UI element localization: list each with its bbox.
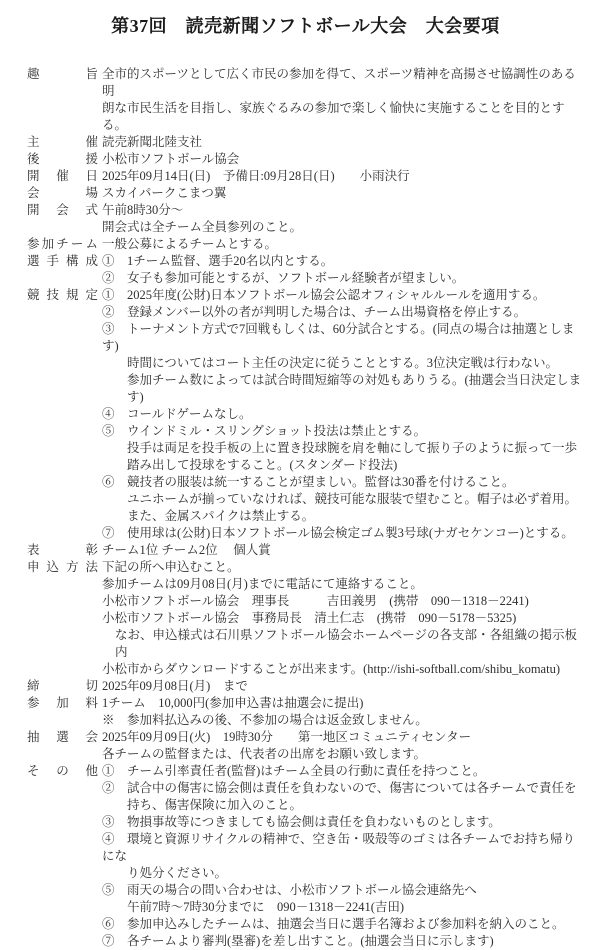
document-body xyxy=(27,66,584,950)
section-line: ② 登録メンバー以外の者が判明した場合は、チーム出場資格を停止する。 xyxy=(102,305,527,319)
section-line: 投手は両足を投手板の上に置き投球腕を肩を軸にして振り子のように振って一歩 xyxy=(127,441,578,455)
section-label: 申 込 方 法 xyxy=(27,560,98,574)
section-content xyxy=(102,542,584,559)
section-line: また、金属スパイクは禁止する。 xyxy=(127,509,315,523)
section-line: ③ 物損事故等につきましても協会側は責任を負わないものとします。 xyxy=(102,815,501,829)
section-row xyxy=(27,287,584,542)
section-line: ① 1チーム監督、選手20名以内とする。 xyxy=(102,254,334,268)
section-label: 参 加 料 xyxy=(27,696,98,710)
section-row xyxy=(27,678,584,695)
section-line: ⑥ 競技者の服装は統一することが望ましい。監督は30番を付けること。 xyxy=(102,475,515,489)
section-line: 小松市ソフトボール協会 xyxy=(102,152,240,166)
section-row xyxy=(27,168,584,185)
section-content xyxy=(102,729,584,763)
section-label: 会 場 xyxy=(27,186,98,200)
section-line: ① 2025年度(公財)日本ソフトボール協会公認オフィシャルルールを適用する。 xyxy=(102,288,546,302)
section-line: なお、申込様式は石川県ソフトボール協会ホームページの各支部・各組織の掲示板内 xyxy=(115,628,578,659)
section-label: 抽 選 会 xyxy=(27,730,98,744)
section-line: ⑦ 使用球は(公財)日本ソフトボール協会検定ゴム製3号球(ナガセケンコー)とする。 xyxy=(102,526,574,540)
section-label: 参 加 チ ー ム xyxy=(27,237,98,251)
section-line: 小松市ソフトボール協会 事務局長 清土仁志 (携帯 090－5178－5325) xyxy=(102,611,517,625)
section-content xyxy=(102,168,584,185)
section-label: そ の 他 xyxy=(27,764,98,778)
section-line: ④ コールドゲームなし。 xyxy=(102,407,252,421)
section-label: 締 切 xyxy=(27,679,98,693)
section-line: 2025年09月08日(月) まで xyxy=(102,679,248,693)
section-content xyxy=(102,134,584,151)
section-line: 読売新聞北陸支社 xyxy=(102,135,203,149)
section-line: ⑦ 各チームより審判(塁審)を差し出すこと。(抽選会当日に示します) xyxy=(102,934,494,948)
section-line: 全市的スポーツとして広く市民の参加を得て、スポーツ精神を高揚させ協調性のある明 xyxy=(102,67,576,98)
section-row xyxy=(27,542,584,559)
section-row xyxy=(27,695,584,729)
section-line: 1チーム 10,000円(参加申込書は抽選会に提出) xyxy=(102,696,364,710)
section-content xyxy=(102,185,584,202)
section-row xyxy=(27,66,584,134)
section-row xyxy=(27,134,584,151)
section-row xyxy=(27,559,584,678)
section-line: ⑥ 参加申込みしたチームは、抽選会当日に選手名簿および参加料を納入のこと。 xyxy=(102,917,565,931)
section-line: 小松市からダウンロードすることが出来ます。(http://ishi-softball.com/shibu_komatu) xyxy=(102,662,560,676)
section-content xyxy=(102,66,584,134)
section-row xyxy=(27,729,584,763)
section-line: り処分ください。 xyxy=(127,866,228,880)
section-line: ⑤ ウインドミル・スリングショット投法は禁止とする。 xyxy=(102,424,427,438)
section-line: ① チーム引率責任者(監督)はチーム全員の行動に責任を持つこと。 xyxy=(102,764,486,778)
section-row xyxy=(27,202,584,236)
section-line: ④ 環境と資源リサイクルの精神で、空き缶・吸殻等のゴミは各チームでお持ち帰りにな xyxy=(102,832,576,863)
section-label: 後 援 xyxy=(27,152,98,166)
section-line: 朗な市民生活を目指し、家族ぐるみの参加で楽しく愉快に実施することを目的とする。 xyxy=(102,101,565,132)
section-content xyxy=(102,763,584,950)
section-line: 下記の所へ申込むこと。 xyxy=(102,560,240,574)
section-row xyxy=(27,151,584,168)
section-label: 開 催 日 xyxy=(27,169,98,183)
section-line: ② 女子も参加可能とするが、ソフトボール経験者が望ましい。 xyxy=(102,271,465,285)
section-line: 2025年09月09日(火) 19時30分 第一地区コミュニティセンター xyxy=(102,730,472,744)
section-line: 一般公募によるチームとする。 xyxy=(102,237,278,251)
section-content xyxy=(102,559,584,678)
section-label: 趣 旨 xyxy=(27,67,98,81)
section-line: 参加チームは09月08日(月)までに電話にて連絡すること。 xyxy=(102,577,423,591)
section-line: ⑤ 雨天の場合の問い合わせは、小松市ソフトボール協会連絡先へ xyxy=(102,883,477,897)
section-content xyxy=(102,695,584,729)
section-label: 選 手 構 成 xyxy=(27,254,98,268)
section-line: ② 試合中の傷害に協会側は責任を負わないので、傷害については各チームで責任を xyxy=(102,781,577,795)
section-line: スカイパークこまつ翼 xyxy=(102,186,227,200)
section-row xyxy=(27,185,584,202)
section-line: ③ トーナメント方式で7回戦もしくは、60分試合とする。(同点の場合は抽選とします) xyxy=(102,322,575,353)
section-label: 開 会 式 xyxy=(27,203,98,217)
section-line: チーム1位 チーム2位 個人賞 xyxy=(102,543,271,557)
section-content xyxy=(102,236,584,253)
section-row xyxy=(27,236,584,253)
section-line: 小松市ソフトボール協会 理事長 吉田義男 (携帯 090－1318－2241) xyxy=(102,594,529,608)
section-row xyxy=(27,763,584,950)
section-line: 午前8時30分～ xyxy=(102,203,184,217)
section-content xyxy=(102,678,584,695)
section-line: 午前7時～7時30分までに 090－1318－2241(吉田) xyxy=(127,900,405,914)
section-label: 競 技 規 定 xyxy=(27,288,98,302)
section-label: 主 催 xyxy=(27,135,98,149)
section-line: 参加チーム数によっては試合時間短縮等の対処もありうる。(抽選会当日決定します) xyxy=(127,373,582,404)
section-row xyxy=(27,253,584,287)
section-content xyxy=(102,253,584,287)
section-line: 踏み出して投球をすること。(スタンダード投法) xyxy=(127,458,398,472)
section-line: 時間についてはコート主任の決定に従うこととする。3位決定戦は行わない。 xyxy=(127,356,559,370)
section-line: 持ち、傷害保険に加入のこと。 xyxy=(127,798,303,812)
section-label: 表 彰 xyxy=(27,543,98,557)
section-line: 2025年09月14日(日) 予備日:09月28日(日) 小雨決行 xyxy=(102,169,410,183)
section-content xyxy=(102,287,584,542)
section-line: ※ 参加料払込みの後、不参加の場合は返金致しません。 xyxy=(102,713,428,727)
document-title: 第37回 読売新聞ソフトボール大会 大会要項 xyxy=(111,16,500,36)
section-content xyxy=(102,202,584,236)
section-line: 開会式は全チーム全員参列のこと。 xyxy=(102,220,303,234)
section-content xyxy=(102,151,584,168)
section-line: ユニホームが揃っていなければ、競技可能な服装で望むこと。帽子は必ず着用。 xyxy=(127,492,578,506)
section-line: 各チームの監督または、代表者の出席をお願い致します。 xyxy=(102,747,427,761)
